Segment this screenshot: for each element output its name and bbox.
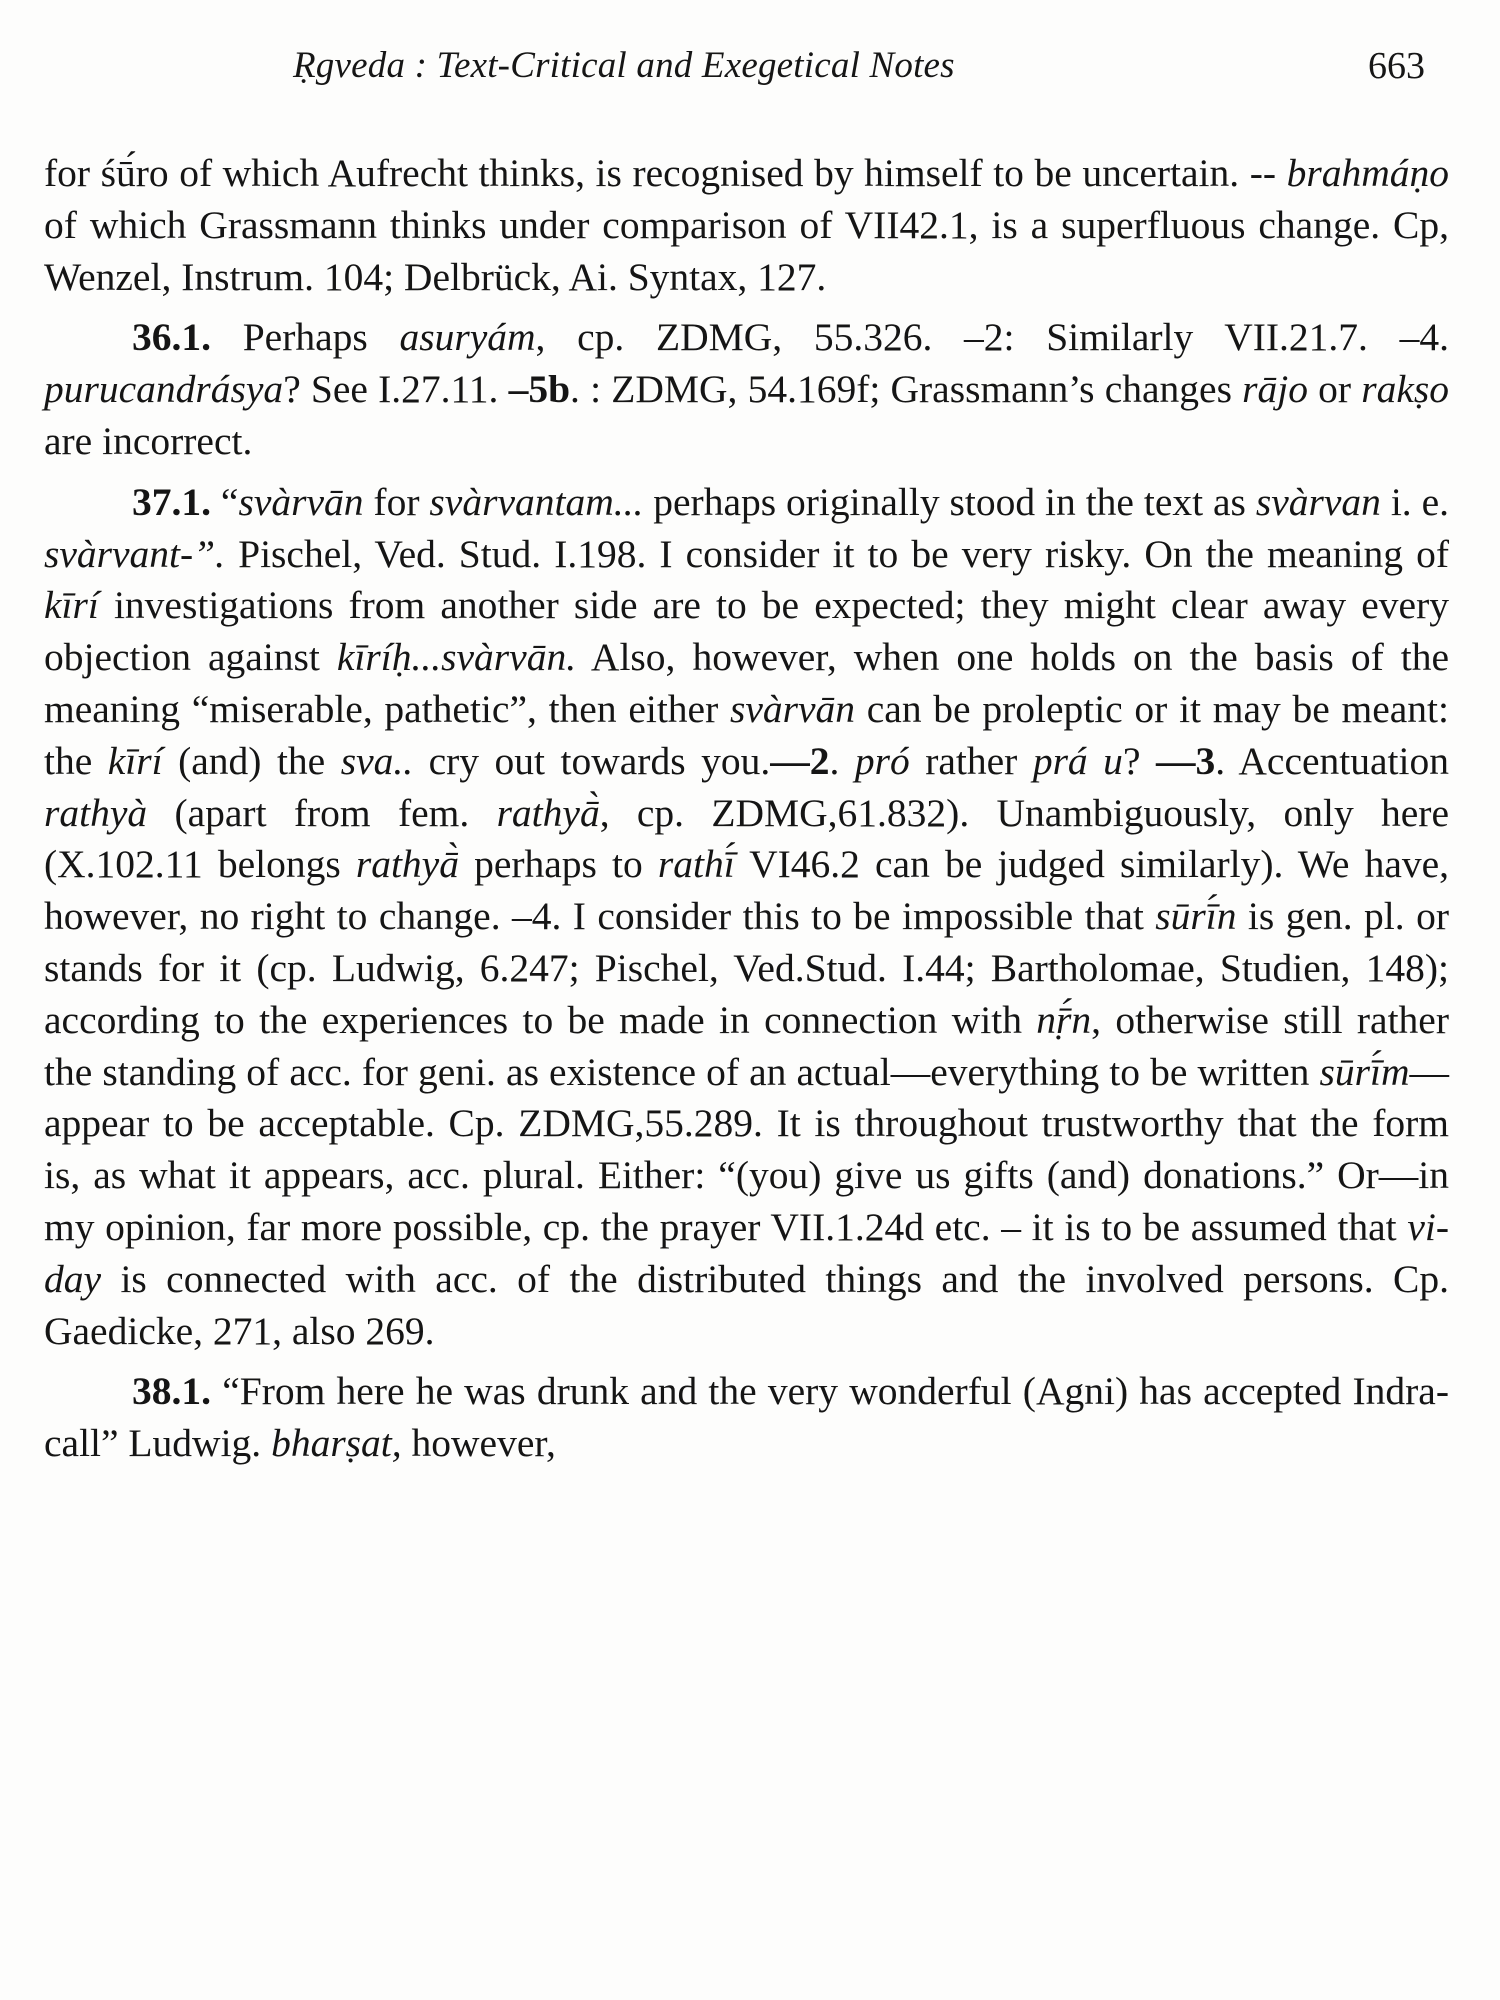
body-text [44,148,1449,1479]
running-head [0,44,1500,94]
paragraph-number: 38.1. [132,1369,211,1414]
paragraph-continuation: for śū́ro of which Aufrecht thinks, is recognised by himself to be uncertain. -- brahmáṇo of which Grassmann thinks under comparison of VII42.1, is a superfluous change. Cp, Wenzel, Instrum. 104; Delbrück, Ai. Syntax, 127. [44,151,1449,299]
paragraph-number: 37.1. [132,479,211,524]
page-number: 663 [1368,45,1425,87]
running-title: Ṛgveda : Text-Critical and Exegetical Notes [293,45,955,86]
paragraph-38-1: 38.1. “From here he was drunk and the very wonderful (Agni) has accepted Indra-call” Ludwig. bharṣat, however, [44,1369,1449,1466]
paragraph-number: 36.1. [132,315,211,360]
paragraph-36-1: 36.1. Perhaps asuryám, cp. ZDMG, 55.326. –2: Similarly VII.21.7. –4. purucandrásya? See I.27.11. –5b. : ZDMG, 54.169f; Grassmann’s changes rājo or rakṣo are incorrect. [44,315,1450,463]
paragraph-37-1: 37.1. “svàrvān for svàrvantam... perhaps originally stood in the text as svàrvan i. e. svàrvant-”. Pischel, Ved. Stud. I.198. I consider it to be very risky. On the meaning of kīrí investigations from another side are to be expected; they might clear away every objection against kīríḥ...svàrvān. Also, however, when one holds on the basis of the meaning “miserable, pathetic”, then either svàrvān can be proleptic or it may be meant: the kīrí (and) the sva.. cry out towards you.—2. pró rather prá u? —3. Accentuation rathyà (apart from fem. rathyā̀, cp. ZDMG,61.832). Unambiguously, only here (X.102.11 belongs rathyā̀ perhaps to rathī́ VI46.2 can be judged similarly). We have, however, no right to change. –4. I consider this to be impossible that sūrī́n is gen. pl. or stands for it (cp. Ludwig, 6.247; Pischel, Ved.Stud. I.44; Bartholomae, Studien, 148); according to the experiences to be made in connection with nṝ́n, otherwise still rather the standing of acc. for geni. as existence of an actual—everything to be written sūrī́m—appear to be acceptable. Cp. ZDMG,55.289. It is throughout trustworthy that the form is, as what it appears, acc. plural. Either: “(you) give us gifts (and) donations.” Or—in my opinion, far more possible, cp. the prayer VII.1.24d etc. – it is to be assumed that vi-day is connected with acc. of the distributed things and the involved persons. Cp. Gaedicke, 271, also 269. [44,479,1450,1353]
